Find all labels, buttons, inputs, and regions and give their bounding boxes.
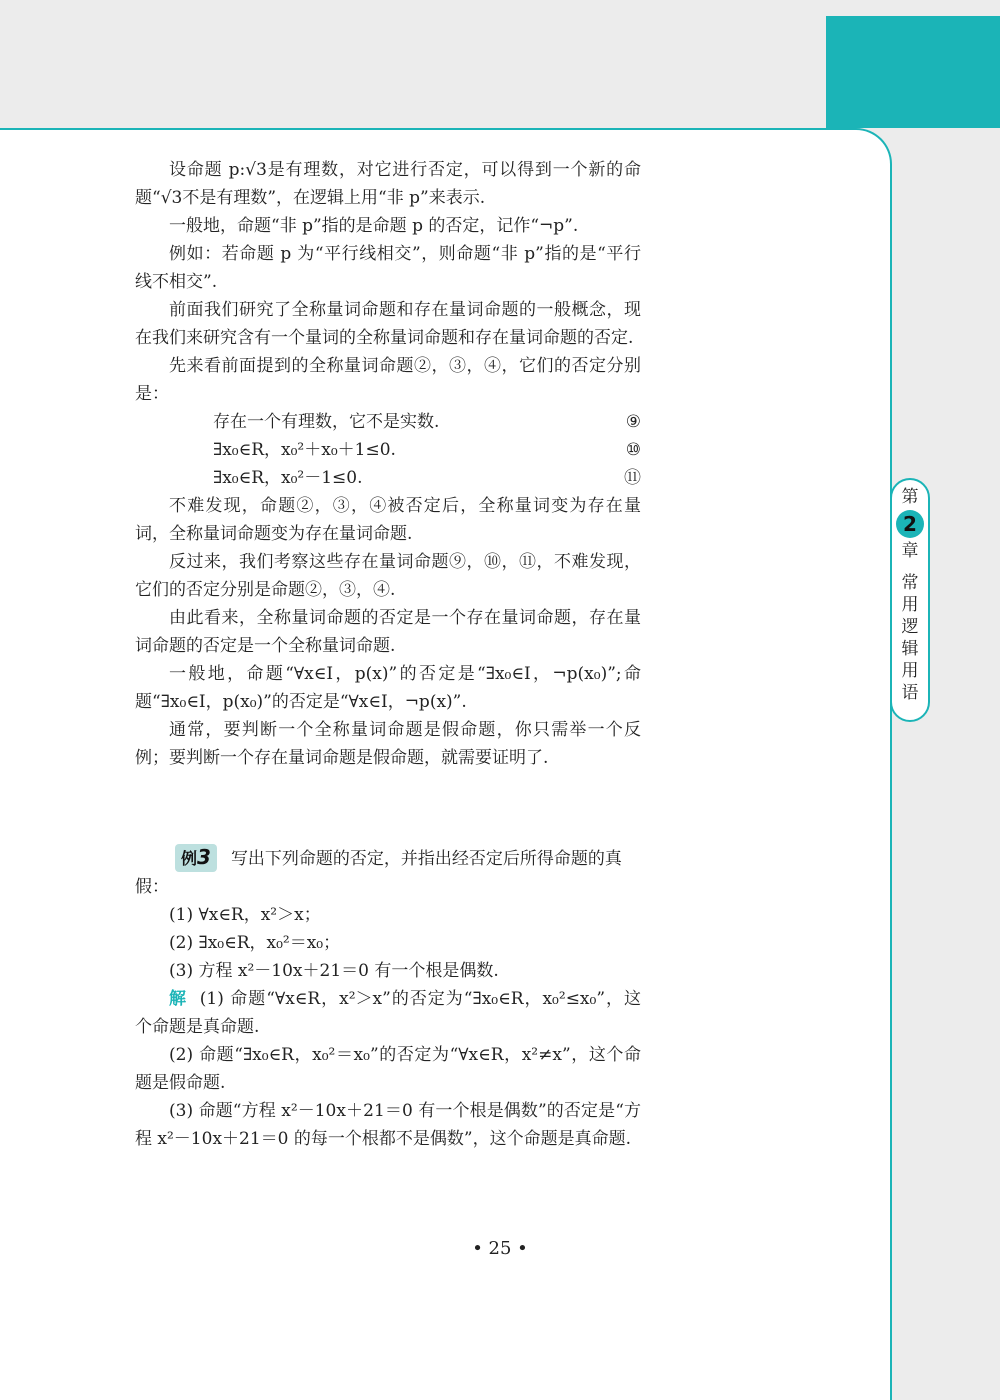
formula-tag: ⑩ bbox=[625, 440, 641, 460]
solution-paragraph: (2) 命题“∃x₀∈R，x₀²＝x₀”的否定为“∀x∈R，x²≠x”，这个命题是假命题. bbox=[135, 1045, 641, 1093]
paragraph: 不难发现，命题②，③，④被否定后，全称量词变为存在量词，全称量词命题变为存在量词命题. bbox=[135, 496, 641, 544]
formula-text: 存在一个有理数，它不是实数. bbox=[213, 412, 440, 432]
solution-paragraph: (3) 命题“方程 x²－10x＋21＝0 有一个根是偶数”的否定是“方程 x²－10x＋21＝0 的每一个根都不是偶数”，这个命题是真命题. bbox=[135, 1101, 641, 1149]
chapter-title bbox=[902, 572, 919, 704]
chapter-title-char: 常 bbox=[901, 573, 919, 593]
paragraph: 反过来，我们考察这些存在量词命题⑨，⑩，⑪，不难发现，它们的否定分别是命题②，③，④. bbox=[135, 552, 641, 600]
chapter-number: 2 bbox=[896, 510, 924, 538]
body-text bbox=[135, 156, 641, 772]
paragraph: 一般地，命题“非 p”指的是命题 p 的否定，记作“¬p”. bbox=[169, 216, 579, 236]
chapter-prefix: 第 bbox=[901, 487, 919, 507]
example-3 bbox=[135, 844, 641, 1153]
paragraph: 前面我们研究了全称量词命题和存在量词命题的一般概念，现在我们来研究含有一个量词的全称量词命题和存在量词命题的否定. bbox=[135, 300, 641, 348]
paragraph: 通常，要判断一个全称量词命题是假命题，你只需举一个反例；要判断一个存在量词命题是假命题，就需要证明了. bbox=[135, 720, 641, 768]
chapter-title-char: 辑 bbox=[901, 639, 919, 659]
formula-tag: ⑪ bbox=[624, 468, 641, 488]
solution-text: (1) 命题“∀x∈R，x²＞x”的否定为“∃x₀∈R，x₀²≤x₀”，这个命题是真命题. bbox=[135, 989, 642, 1037]
example-heading bbox=[135, 844, 641, 901]
chapter-title-char: 用 bbox=[901, 595, 919, 615]
paragraph: 例如：若命题 p 为“平行线相交”，则命题“非 p”指的是“平行线不相交”. bbox=[135, 244, 641, 292]
formula-tag: ⑨ bbox=[625, 412, 641, 432]
formula-row bbox=[135, 408, 641, 436]
page-number: • 25 • bbox=[472, 1238, 528, 1259]
chapter-title-char: 逻 bbox=[901, 617, 919, 637]
example-item: (3) 方程 x²－10x＋21＝0 有一个根是偶数. bbox=[169, 961, 499, 981]
chapter-color-tab bbox=[826, 16, 1000, 128]
paragraph: 由此看来，全称量词命题的否定是一个存在量词命题，存在量词命题的否定是一个全称量词命题. bbox=[135, 608, 641, 656]
paragraph: 一般地，命题“∀x∈I，p(x)”的否定是“∃x₀∈I，¬p(x₀)”;命题“∃x₀∈I，p(x₀)”的否定是“∀x∈I，¬p(x)”. bbox=[135, 664, 641, 712]
formula-text: ∃x₀∈R，x₀²＋x₀＋1≤0. bbox=[213, 440, 396, 460]
chapter-title-char: 语 bbox=[901, 683, 919, 703]
example-badge-prefix: 例 bbox=[181, 849, 198, 868]
formula-text: ∃x₀∈R，x₀²－1≤0. bbox=[213, 468, 363, 488]
example-prompt: 写出下列命题的否定，并指出经否定后所得命题的真假： bbox=[135, 849, 622, 897]
chapter-suffix: 章 bbox=[901, 541, 919, 561]
paragraph: 设命题 p:√3是有理数，对它进行否定，可以得到一个新的命题“√3不是有理数”，在逻辑上用“非 p”来表示. bbox=[135, 160, 641, 208]
formula-row bbox=[135, 464, 641, 492]
example-item: (1) ∀x∈R，x²＞x； bbox=[169, 905, 321, 925]
paragraph: 先来看前面提到的全称量词命题②，③，④，它们的否定分别是： bbox=[135, 356, 641, 404]
formula-row bbox=[135, 436, 641, 464]
example-badge bbox=[175, 844, 217, 872]
solution-label: 解 bbox=[169, 989, 187, 1009]
chapter-title-char: 用 bbox=[901, 661, 919, 681]
example-item: (2) ∃x₀∈R，x₀²＝x₀； bbox=[169, 933, 341, 953]
solution-paragraph bbox=[135, 985, 641, 1041]
chapter-tab bbox=[890, 478, 930, 722]
example-badge-number: 3 bbox=[197, 845, 211, 869]
